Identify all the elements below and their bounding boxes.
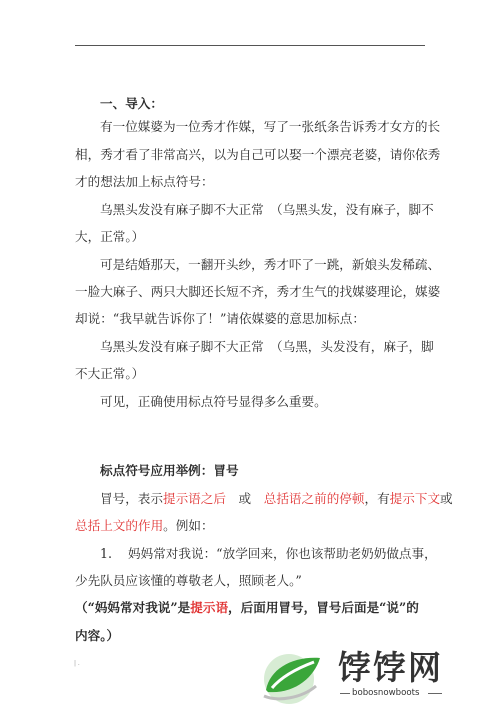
definition-text: ，有: [364, 491, 390, 506]
example-line: 不大正常。）: [75, 366, 145, 381]
example-line: 乌黑头发没有麻子脚不大正常 （乌黑，头发没有，麻子，脚: [100, 339, 434, 354]
paragraph-line: 一脸大麻子、两只大脚还长短不齐，秀才生气的找媒婆理论，媒婆: [75, 284, 441, 299]
brand-domain: bobosnowboots: [352, 688, 420, 698]
colon-definition-line: [75, 517, 214, 534]
paragraph-line: 才的想法加上标点符号：: [75, 174, 214, 189]
paragraph-line: 有一位媒婆为一位秀才作媒，写了一张纸条告诉秀才女方的长: [100, 119, 441, 134]
example-line: 大，正常。）: [75, 229, 145, 244]
paragraph-line: 可是结婚那天，一翻开头纱，秀才吓了一跳，新娘头发稀疏、: [100, 257, 441, 272]
explanation-note: [75, 599, 419, 616]
paragraph-line: 却说：“我早就告诉你了！”请依媒婆的意思加标点：: [75, 311, 365, 326]
highlight-term: 提示下文: [389, 491, 441, 506]
site-logo: [258, 648, 488, 708]
page-mark: | .: [74, 660, 80, 667]
highlight-term: 提示语: [190, 600, 229, 615]
explanation-note: 内容。）: [75, 628, 120, 643]
definition-text: 冒号，表示: [100, 491, 163, 506]
note-text: （“妈妈常对我说”是: [75, 600, 191, 615]
definition-text: 或: [225, 491, 264, 506]
leaf-logo-icon: [258, 648, 330, 706]
definition-text: 。例如：: [163, 518, 214, 533]
paragraph-line: 相，秀才看了非常高兴，以为自己可以娶一个漂亮老婆，请你依秀: [75, 147, 441, 162]
colon-definition-line: [100, 490, 453, 507]
example-line: 乌黑头发没有麻子脚不大正常 （乌黑头发，没有麻子，脚不: [100, 202, 434, 217]
highlight-term: 总括上文的作用: [75, 518, 164, 533]
highlight-term: 提示语之后: [162, 491, 226, 506]
conclusion-line: 可见，正确使用标点符号显得多么重要。: [100, 394, 327, 409]
definition-text: 或: [440, 491, 453, 506]
brand-divider-left: [340, 693, 350, 694]
header-rule: [75, 45, 425, 46]
section-heading-colon: 标点符号应用举例：冒号: [100, 463, 239, 478]
example-item-number: 1.: [100, 546, 113, 561]
brand-divider-right: [428, 693, 442, 694]
section-heading-intro: 一、导入：: [100, 96, 163, 111]
highlight-term: 总括语之前的停顿: [263, 491, 365, 506]
example-item-line: 妈妈常对我说：“放学回来，你也该帮助老奶奶做点事，: [128, 546, 437, 561]
brand-name: 饽饽网: [338, 648, 443, 687]
example-item-line: 少先队员应该懂的尊敬老人，照顾老人。”: [75, 573, 302, 588]
note-text: ，后面用冒号，冒号后面是“说”的: [228, 600, 419, 615]
